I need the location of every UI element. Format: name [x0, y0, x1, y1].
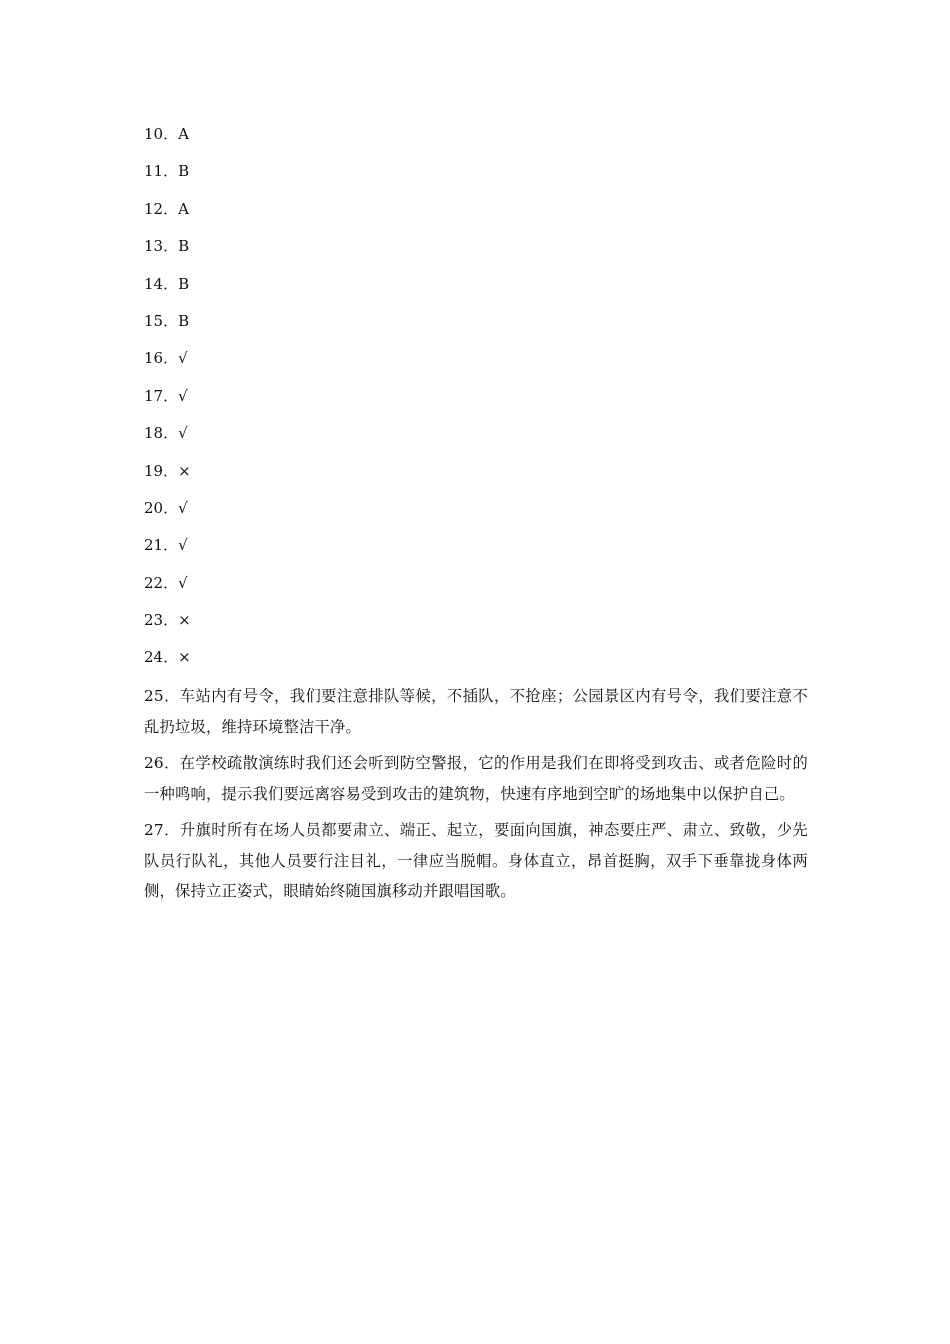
answer-value: B: [178, 162, 190, 181]
answer-number: 12．: [144, 199, 179, 218]
answer-value: B: [178, 237, 190, 256]
answer-number: 13．: [144, 237, 179, 256]
answer-item: [144, 271, 808, 308]
answer-number: 23．: [144, 611, 179, 630]
answer-value: B: [178, 274, 190, 293]
answer-number: 17．: [144, 386, 179, 405]
answer-number: 18．: [144, 424, 179, 443]
answer-value: ×: [178, 611, 191, 630]
answer-item: [144, 233, 808, 270]
answer-item: [144, 383, 808, 420]
answer-number: 20．: [144, 498, 179, 517]
answer-value: ×: [178, 461, 191, 480]
answer-value: √: [178, 349, 188, 368]
answer-number: 19．: [144, 461, 179, 480]
answer-number: 24．: [144, 648, 179, 667]
answer-item: [144, 495, 808, 532]
answer-value: √: [178, 386, 188, 405]
essay-answer-section: [144, 681, 808, 913]
answer-item: [144, 644, 808, 681]
essay-answer-27: 27．升旗时所有在场人员都要肃立、端正、起立，要面向国旗，神态要庄严、肃立、致敬，少先队员行队礼，其他人员要行注目礼，一律应当脱帽。身体直立，昂首挺胸，双手下垂靠拢身体两侧，保持立正姿式，眼睛始终随国旗移动并跟唱国歌。: [144, 821, 808, 900]
essay-answer-25: 25．车站内有号令，我们要注意排队等候，不插队，不抢座；公园景区内有号令，我们要注意不乱扔垃圾，维持环境整洁干净。: [144, 687, 808, 736]
answer-number: 22．: [144, 573, 179, 592]
answer-item: [144, 532, 808, 569]
short-answer-list: [144, 121, 808, 682]
answer-value: √: [178, 573, 188, 592]
answer-item: [144, 458, 808, 495]
answer-number: 11．: [144, 162, 179, 181]
answer-item: [144, 420, 808, 457]
answer-value: √: [178, 424, 188, 443]
answer-item: [144, 570, 808, 607]
answer-number: 21．: [144, 536, 179, 555]
essay-answer-26: 26．在学校疏散演练时我们还会听到防空警报，它的作用是我们在即将受到攻击、或者危险时的一种鸣响，提示我们要远离容易受到攻击的建筑物，快速有序地到空旷的场地集中以保护自己。: [144, 754, 808, 803]
answer-value: B: [178, 311, 190, 330]
answer-value: A: [178, 199, 189, 218]
answer-item: [144, 196, 808, 233]
answer-value: ×: [178, 648, 191, 667]
answer-item: [144, 607, 808, 644]
answer-number: 16．: [144, 349, 179, 368]
answer-item: [144, 345, 808, 382]
answer-number: 14．: [144, 274, 179, 293]
answer-item: [144, 121, 808, 158]
answer-item: [144, 158, 808, 195]
answer-value: A: [178, 125, 189, 143]
answer-value: √: [178, 498, 188, 517]
answer-number: 15．: [144, 311, 179, 330]
answer-value: √: [178, 536, 188, 555]
answer-number: 10．: [144, 125, 179, 143]
answer-item: [144, 308, 808, 345]
